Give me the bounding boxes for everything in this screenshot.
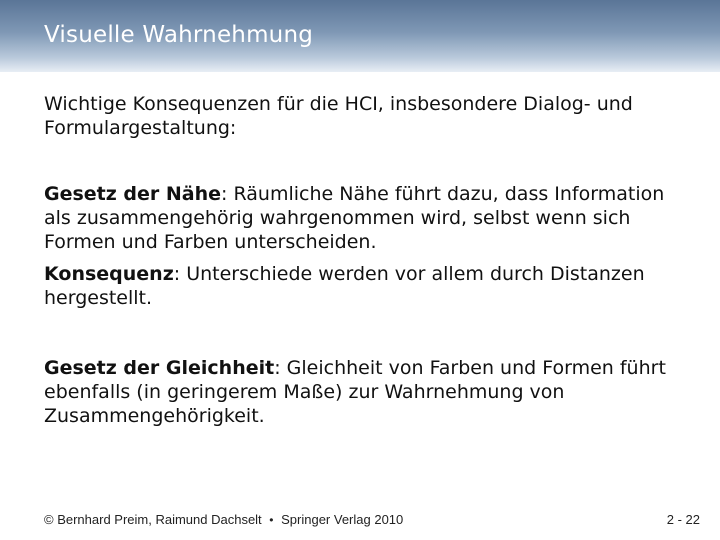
page-number: 2 - 22 [666, 512, 700, 527]
footer-credits [44, 512, 403, 527]
gleichheit-paragraph [44, 356, 694, 428]
konsequenz-text: : Unterschiede werden vor allem durch Distanzen hergestellt. [44, 263, 645, 309]
title-bar [0, 0, 720, 72]
gleichheit-term: Gesetz der Gleichheit [44, 357, 275, 379]
slide-title: Visuelle Wahrnehmung [44, 22, 314, 48]
naehe-term: Gesetz der Nähe [44, 183, 222, 205]
intro-text: Wichtige Konsequenzen für die HCI, insbesondere Dialog- und Formulargestaltung: [44, 93, 633, 139]
naehe-text: : Räumliche Nähe führt dazu, dass Information als zusammengehörig wahrgenommen wird, selbst wenn sich Formen und Farben unterscheiden. [44, 183, 665, 253]
konsequenz-paragraph [44, 262, 694, 310]
konsequenz-term: Konsequenz [44, 263, 174, 285]
footer-publisher: Springer Verlag 2010 [281, 512, 404, 527]
naehe-paragraph [44, 182, 694, 254]
intro-paragraph [44, 92, 694, 140]
gleichheit-text: : Gleichheit von Farben und Formen führt ebenfalls (in geringerem Maße) zur Wahrnehmung von Zusammengehörigkeit. [44, 357, 666, 427]
footer-separator: • [269, 513, 274, 527]
footer-authors: © Bernhard Preim, Raimund Dachselt [44, 512, 262, 527]
